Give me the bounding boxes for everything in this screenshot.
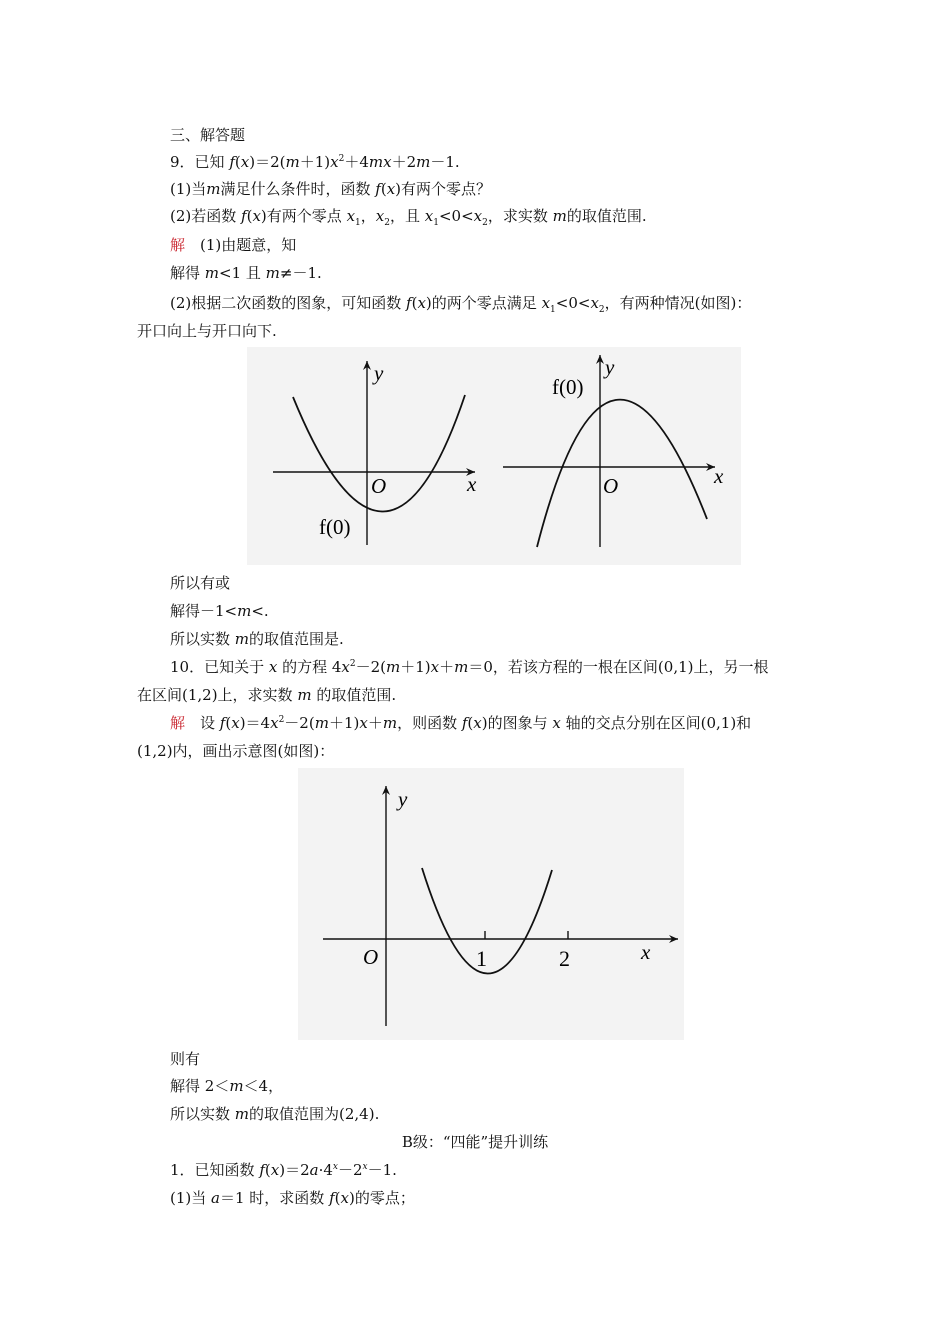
b1-part1: (1)当 a＝1 时，求函数 f(x)的零点；: [170, 1189, 415, 1207]
x-label-right: x: [714, 464, 724, 488]
q10-conclusion-1: 则有: [170, 1050, 201, 1068]
q9-conclusion-1: 所以有或: [170, 574, 231, 592]
y-label: y: [398, 787, 408, 811]
q9-solution-2: (2)根据二次函数的图象，可知函数 f(x)的两个零点满足 $x_1<0<x_2$，有两种情况(如图)：: [170, 294, 752, 315]
y-label-left: y: [374, 361, 384, 385]
origin-label-right: O: [603, 474, 619, 498]
q9-part1: (1)当m满足什么条件时，函数 f(x)有两个零点？: [170, 180, 492, 198]
q10-solution-1: 解 设 $f(x)=4x^2-2(m+1)x+m$，则函数 f(x)的图象与 x 轴的交点分别在区间(0,1)和: [170, 714, 752, 732]
parabola-down: [537, 400, 707, 547]
figure-parabolas: [247, 347, 741, 565]
tick-label-2: 2: [559, 946, 570, 971]
section-b-heading: B级：“四能”提升训练: [401, 1133, 549, 1151]
q10-conclusion-2: 解得 2＜m＜4，: [170, 1077, 284, 1095]
b1-stem: 1．已知函数 $f(x)=2a\cdot 4^x-2^x-1$.: [170, 1161, 397, 1179]
origin-label: O: [363, 945, 379, 969]
y-label-right: y: [605, 355, 615, 379]
figure-parabolas-svg: [247, 347, 741, 565]
figure-q10-svg: [298, 768, 684, 1040]
q9-solution-1-result: 解得 m<1 且 m≠－1.: [170, 264, 322, 282]
f0-label-right: f(0): [552, 375, 584, 399]
tick-label-1: 1: [476, 946, 487, 971]
origin-label-left: O: [371, 474, 387, 498]
section-heading: 三、解答题: [170, 126, 246, 144]
q9-part2: (2)若函数 f(x)有两个零点 $x_1$，$x_2$，且 $x_1<0<x_2$，求实数 m的取值范围.: [170, 207, 647, 228]
q10-solution-2: (1,2)内，画出示意图(如图)：: [137, 742, 335, 760]
q9-conclusion-3: 所以实数 m的取值范围是.: [170, 630, 344, 648]
x-label-left: x: [467, 472, 477, 496]
q10-stem-2: 在区间(1,2)上，求实数 m 的取值范围.: [137, 686, 397, 704]
solution-tag: 解: [170, 236, 186, 254]
solution-tag: 解: [170, 714, 186, 732]
q10-conclusion-3: 所以实数 m的取值范围为(2,4).: [170, 1105, 380, 1123]
q9-solution-1: 解 (1)由题意，知: [170, 236, 297, 254]
q9-solution-2-cont: 开口向上与开口向下.: [137, 322, 277, 340]
x-label: x: [641, 940, 651, 964]
parabola: [422, 868, 552, 974]
q9-stem: 9．已知 $f(x)=2(m+1)x^2+4mx+2m-1$.: [170, 153, 460, 171]
f0-label-left: f(0): [319, 515, 351, 539]
q10-stem-1: 10．已知关于 x 的方程 $4x^2-2(m+1)x+m=0$，若该方程的一根在区间(0,1)上，另一根: [170, 658, 769, 676]
figure-q10: [298, 768, 684, 1040]
q9-conclusion-2: 解得－1<m<.: [170, 602, 269, 620]
